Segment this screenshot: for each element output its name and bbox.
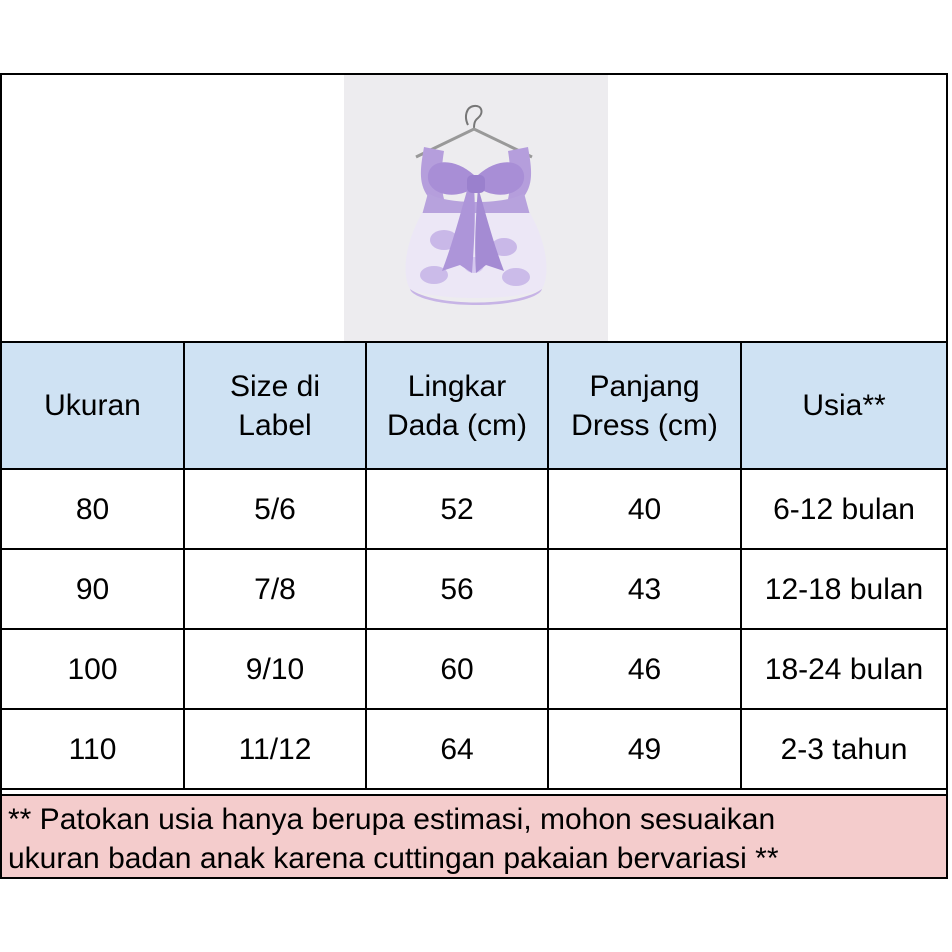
header-line: Dress (cm) [571, 408, 718, 442]
cell-size-label: 5/6 [184, 469, 366, 549]
header-line: Size di [229, 369, 321, 403]
cell-ukuran: 80 [2, 469, 184, 549]
table-row [2, 629, 946, 709]
cell-size-label: 11/12 [184, 709, 366, 789]
disclaimer-note [2, 794, 946, 877]
cell-lingkar-dada: 52 [366, 469, 548, 549]
cell-size-label: 7/8 [184, 549, 366, 629]
table-header-row [2, 342, 946, 469]
size-chart-sheet [0, 73, 948, 879]
header-ukuran [2, 342, 184, 469]
disclaimer-line: ukuran badan anak karena cuttingan pakaian bervariasi ** [8, 842, 779, 875]
cell-ukuran: 100 [2, 629, 184, 709]
cell-lingkar-dada: 60 [366, 629, 548, 709]
table-row [2, 469, 946, 549]
product-photo [344, 75, 608, 341]
dress-illustration [344, 75, 608, 341]
header-line: Label [238, 408, 312, 442]
cell-lingkar-dada: 56 [366, 549, 548, 629]
cell-usia: 6-12 bulan [741, 469, 946, 549]
header-usia-text: Usia** [802, 389, 886, 422]
table-row [2, 549, 946, 629]
cell-ukuran: 110 [2, 709, 184, 789]
table-row [2, 709, 946, 789]
header-line: Lingkar [407, 369, 507, 403]
cell-panjang-dress: 46 [548, 629, 741, 709]
product-photo-row [2, 75, 946, 341]
header-panjang-dress [548, 342, 741, 469]
cell-usia: 2-3 tahun [741, 709, 946, 789]
header-ukuran-text: Ukuran [44, 389, 141, 422]
cell-ukuran: 90 [2, 549, 184, 629]
size-table [2, 341, 946, 790]
cell-panjang-dress: 40 [548, 469, 741, 549]
disclaimer-line: ** Patokan usia hanya berupa estimasi, mohon sesuaikan [8, 803, 776, 836]
cell-lingkar-dada: 64 [366, 709, 548, 789]
cell-panjang-dress: 49 [548, 709, 741, 789]
cell-usia: 18-24 bulan [741, 629, 946, 709]
header-line: Dada (cm) [386, 408, 528, 442]
header-lingkar-dada [366, 342, 548, 469]
header-size-di-label [184, 342, 366, 469]
header-line: Panjang [589, 369, 700, 403]
cell-usia: 12-18 bulan [741, 549, 946, 629]
cell-panjang-dress: 43 [548, 549, 741, 629]
header-usia [741, 342, 946, 469]
cell-size-label: 9/10 [184, 629, 366, 709]
